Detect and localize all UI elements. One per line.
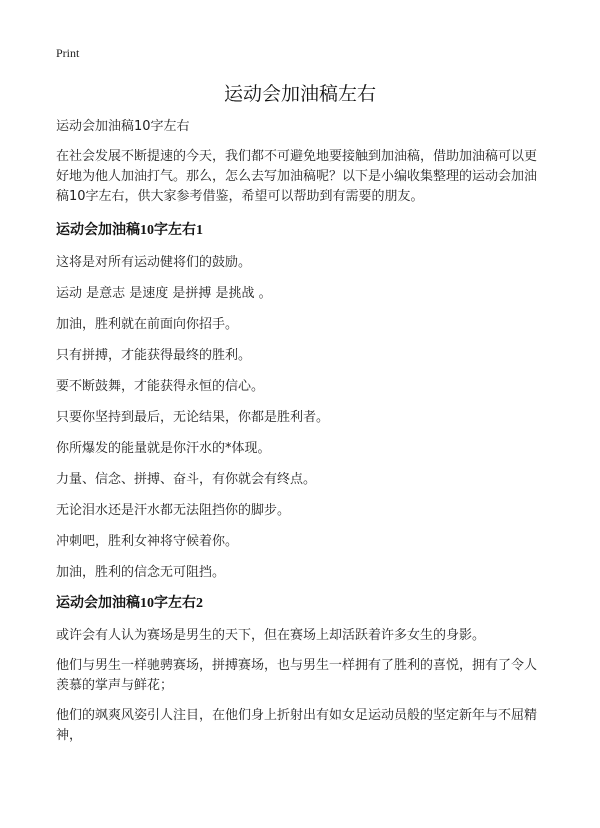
section2-paragraph: 或许会有人认为赛场是男生的天下，但在赛场上却活跃着许多女生的身影。	[56, 628, 486, 643]
section1-line: 只要你坚持到最后，无论结果，你都是胜利者。	[56, 410, 330, 425]
section1-line: 无论泪水还是汗水都无法阻挡你的脚步。	[56, 503, 291, 518]
section-heading-2: 运动会加油稿10字左右2	[56, 596, 203, 611]
section1-line: 你所爆发的能量就是你汗水的*体现。	[56, 441, 271, 456]
section1-line: 要不断鼓舞，才能获得永恒的信心。	[56, 379, 265, 394]
section1-line: 冲刺吧，胜利女神将守候着你。	[56, 534, 239, 549]
page-title: 运动会加油稿左右	[223, 83, 376, 105]
section1-line: 这将是对所有运动健将们的鼓励。	[56, 255, 252, 270]
document-body	[56, 117, 548, 756]
section2-paragraph: 他们与男生一样驰骋赛场，拼搏赛场，也与男生一样拥有了胜利的喜悦，拥有了令人羡慕的掌声与鲜花；	[56, 658, 538, 693]
section-heading-1: 运动会加油稿10字左右1	[56, 223, 203, 238]
section1-line: 加油，胜利就在前面向你招手。	[56, 317, 239, 332]
section1-line: 加油，胜利的信念无可阻挡。	[56, 565, 226, 580]
section2-paragraph: 他们的飒爽风姿引人注目，在他们身上折射出有如女足运动员般的坚定新年与不屈精神，	[56, 708, 538, 743]
document-subtitle: 运动会加油稿10字左右	[56, 119, 190, 134]
section1-line: 运动 是意志 是速度 是拼搏 是挑战 。	[56, 286, 272, 301]
section1-line: 只有拼搏，才能获得最终的胜利。	[56, 348, 252, 363]
print-link[interactable]: Print	[56, 46, 80, 60]
section1-line: 力量、信念、拼搏、奋斗，有你就会有终点。	[56, 472, 317, 487]
intro-paragraph: 在社会发展不断提速的今天，我们都不可避免地要接触到加油稿，借助加油稿可以更好地为他人加油打气。那么，怎么去写加油稿呢？以下是小编收集整理的运动会加油稿10字左右，供大家参考借鉴，希望可以帮助到有需要的朋友。	[56, 149, 538, 204]
